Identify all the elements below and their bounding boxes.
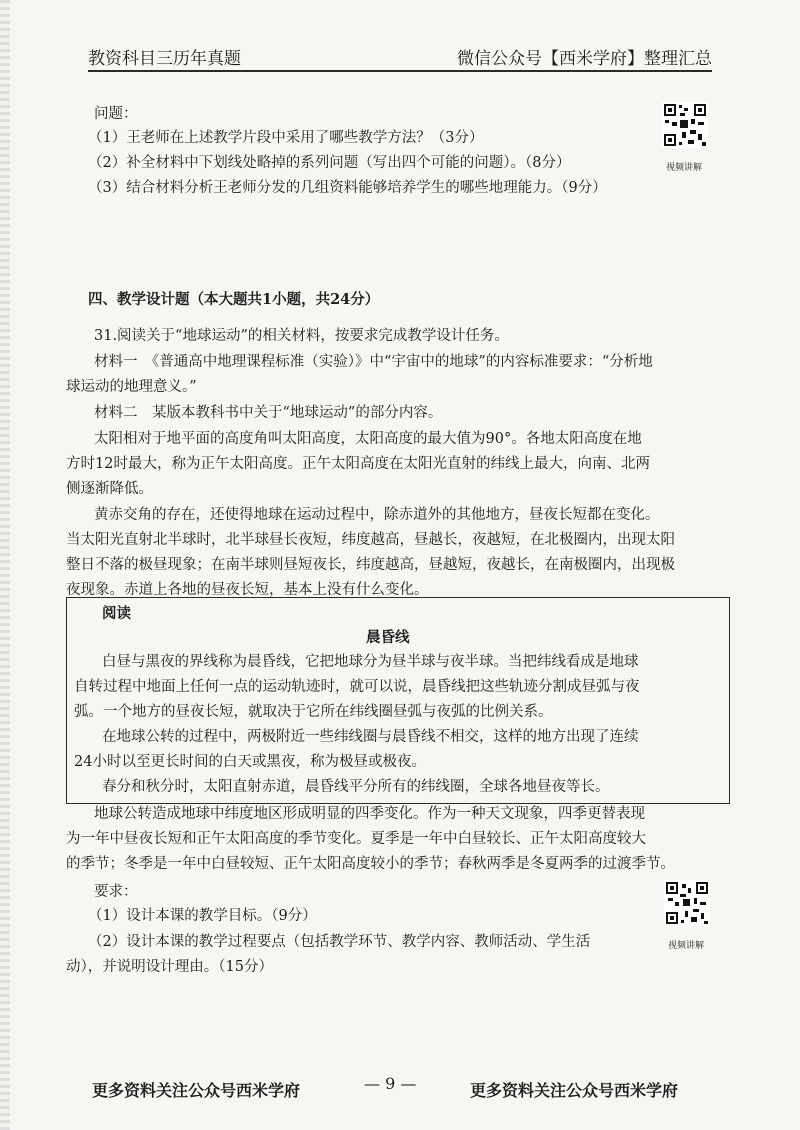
para1-line2: 方时12时最大，称为正午太阳高度。正午太阳高度在太阳光直射的纬线上最大，向南、北两 xyxy=(66,456,650,472)
footer-left: 更多资料关注公众号西米学府 xyxy=(92,1081,301,1100)
reading-p1-line1: 白昼与黑夜的界线称为晨昏线，它把地球分为昼半球与夜半球。当把纬线看成是地球 xyxy=(102,654,639,670)
reading-label: 阅读 xyxy=(102,605,131,622)
requirement-2-line1: （2）设计本课的教学过程要点（包括教学环节、教学内容、教师活动、学生活 xyxy=(88,934,591,950)
reading-p2-line1: 在地球公转的过程中，两极附近一些纬线圈与晨昏线不相交，这样的地方出现了连续 xyxy=(102,729,639,745)
para1-line3: 侧逐渐降低。 xyxy=(66,481,153,497)
para2-line1: 黄赤交角的存在，还使得地球在运动过程中，除赤道外的其他地方，昼夜长短都在变化。 xyxy=(94,507,660,523)
para1-line1: 太阳相对于地平面的高度角叫太阳高度，太阳高度的最大值为90°。各地太阳高度在地 xyxy=(94,431,642,447)
question-3: （3）结合材料分析王老师分发的几组资料能够培养学生的哪些地理能力。（9分） xyxy=(88,180,607,196)
requirement-2-line2: 动），并说明设计理由。（15分） xyxy=(66,959,273,975)
material1-line2: 球运动的地理意义。” xyxy=(66,379,197,395)
reading-p1-line3: 弧。一个地方的昼夜长短，就取决于它所在纬线圈昼弧与夜弧的比例关系。 xyxy=(74,704,553,720)
header-left: 教资科目三历年真题 xyxy=(88,49,241,69)
footer-right: 更多资料关注公众号西米学府 xyxy=(470,1081,679,1100)
para3-line1: 地球公转造成地球中纬度地区形成明显的四季变化。作为一种天文现象，四季更替表现 xyxy=(94,806,645,822)
reading-title: 晨昏线 xyxy=(366,629,410,646)
para3-line3: 的季节；冬季是一年中白昼较短、正午太阳高度较小的季节；春秋两季是冬夏两季的过渡季节。 xyxy=(66,856,675,872)
reading-p2-line2: 24小时以至更长时间的白天或黑夜，称为极昼或极夜。 xyxy=(74,754,426,770)
page-header xyxy=(88,42,712,72)
requirements-title: 要求： xyxy=(94,884,138,900)
section-title: 四、教学设计题（本大题共1小题，共24分） xyxy=(88,291,380,308)
questions-title: 问题： xyxy=(94,106,138,122)
question-2: （2）补全材料中下划线处略掉的系列问题（写出四个可能的问题）。（8分） xyxy=(88,155,571,171)
requirement-1: （1）设计本课的教学目标。（9分） xyxy=(88,908,317,924)
material2-label: 材料二 某版本教科书中关于“地球运动”的部分内容。 xyxy=(94,405,443,421)
reading-p1-line2: 自转过程中地面上任何一点的运动轨迹时，就可以说，晨昏线把这些轨迹分割成昼弧与夜 xyxy=(74,679,640,695)
material1-line1: 材料一 《普通高中地理课程标准（实验）》中“宇宙中的地球”的内容标准要求：“分析地 xyxy=(94,354,653,370)
para2-line2: 当太阳光直射北半球时，北半球昼长夜短，纬度越高，昼越长，夜越短，在北极圈内，出现太阳 xyxy=(66,532,675,548)
para3-line2: 为一年中昼夜长短和正午太阳高度的季节变化。夏季是一年中白昼较长、正午太阳高度较大 xyxy=(66,831,646,847)
question-1: （1）王老师在上述教学片段中采用了哪些教学方法？（3分） xyxy=(88,130,484,146)
video-label-1: 视频讲解 xyxy=(666,163,703,173)
page-number: — 9 — xyxy=(364,1074,417,1093)
reading-p3: 春分和秋分时，太阳直射赤道，晨昏线平分所有的纬线圈，全球各地昼夜等长。 xyxy=(102,779,610,795)
header-right: 微信公众号【西米学府】整理汇总 xyxy=(457,49,712,69)
binding-edge xyxy=(0,0,10,1130)
question-stem: 31.阅读关于“地球运动”的相关材料，按要求完成教学设计任务。 xyxy=(94,328,509,344)
qr-code-icon-2[interactable] xyxy=(664,880,710,926)
qr-code-icon[interactable] xyxy=(662,102,708,148)
para2-line3: 整日不落的极昼现象；在南半球则昼短夜长，纬度越高，昼越短，夜越长，在南极圈内，出现极 xyxy=(66,557,675,573)
para2-line4: 夜现象。赤道上各地的昼夜长短，基本上没有什么变化。 xyxy=(66,582,429,598)
video-label-2: 视频讲解 xyxy=(668,941,705,951)
